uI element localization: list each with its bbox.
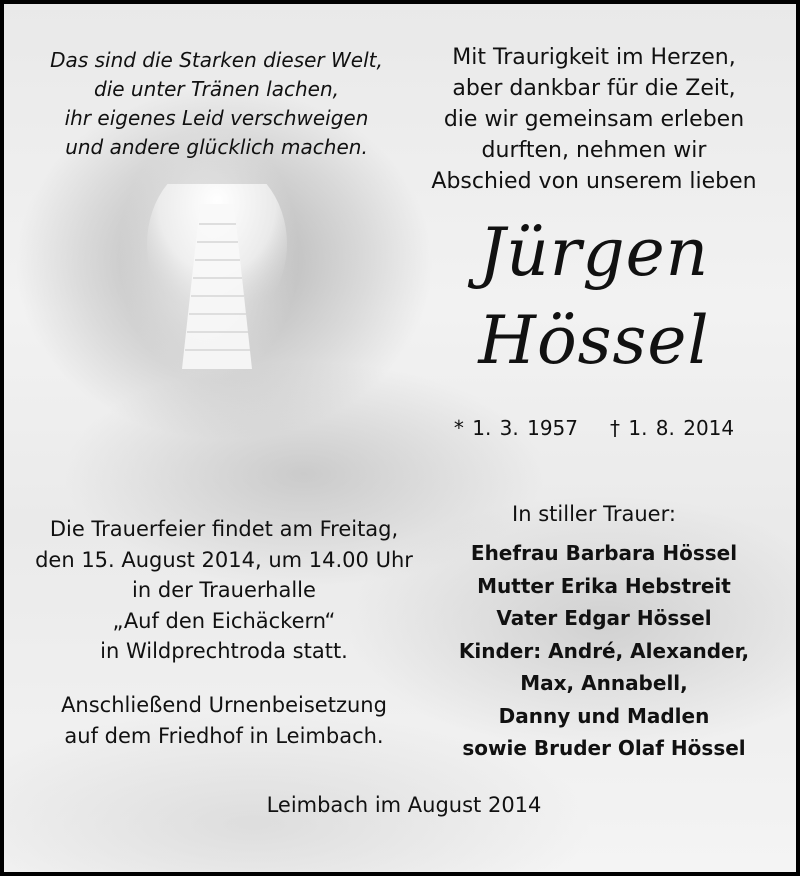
quote-line: die unter Tränen lachen,	[94, 77, 339, 101]
service-line: den 15. August 2014, um 14.00 Uhr	[35, 547, 413, 572]
burial-line: Anschließend Urnenbeisetzung	[61, 693, 387, 717]
farewell-intro	[414, 42, 774, 197]
last-name: Hössel	[478, 302, 710, 379]
burial-line: auf dem Friedhof in Leimbach.	[64, 723, 384, 748]
death-date: † 1. 8. 2014	[610, 416, 735, 440]
birth-date: * 1. 3. 1957	[453, 416, 578, 440]
service-line: in Wildprechtroda statt.	[100, 639, 348, 663]
mourner-line: Max, Annabell,	[520, 671, 688, 695]
mourning-label: In stiller Trauer:	[512, 502, 676, 526]
intro-line: aber dankbar für die Zeit,	[452, 76, 736, 101]
memorial-quote	[44, 46, 389, 162]
stairway-to-heaven-image	[142, 184, 292, 374]
funeral-service-info	[24, 514, 424, 667]
quote-line: Das sind die Starken dieser Welt,	[50, 48, 383, 72]
mourner-line: Kinder: André, Alexander,	[458, 638, 750, 663]
mourner-line: Danny und Madlen	[498, 703, 710, 728]
place-and-date: Leimbach im August 2014	[266, 793, 542, 817]
service-line: „Auf den Eichäckern“	[112, 608, 336, 633]
mourner-line: Vater Edgar Hössel	[496, 606, 712, 630]
burial-info	[24, 690, 424, 751]
deceased-name	[404, 209, 784, 385]
intro-line: Abschied von unserem lieben	[431, 169, 757, 194]
mourner-line: Ehefrau Barbara Hössel	[470, 541, 738, 565]
service-line: in der Trauerhalle	[132, 578, 316, 602]
first-name: Jürgen	[478, 214, 710, 291]
service-line: Die Trauerfeier findet am Freitag,	[49, 517, 399, 541]
mourner-line: sowie Bruder Olaf Hössel	[462, 736, 746, 760]
mourners-list	[424, 537, 784, 765]
life-dates	[434, 413, 754, 443]
intro-line: Mit Traurigkeit im Herzen,	[452, 45, 736, 70]
intro-line: durften, nehmen wir	[481, 138, 707, 163]
intro-line: die wir gemeinsam erleben	[443, 107, 745, 132]
quote-line: und andere glücklich machen.	[65, 135, 368, 159]
quote-line: ihr eigenes Leid verschweigen	[64, 106, 369, 130]
mourner-line: Mutter Erika Hebstreit	[477, 573, 731, 598]
